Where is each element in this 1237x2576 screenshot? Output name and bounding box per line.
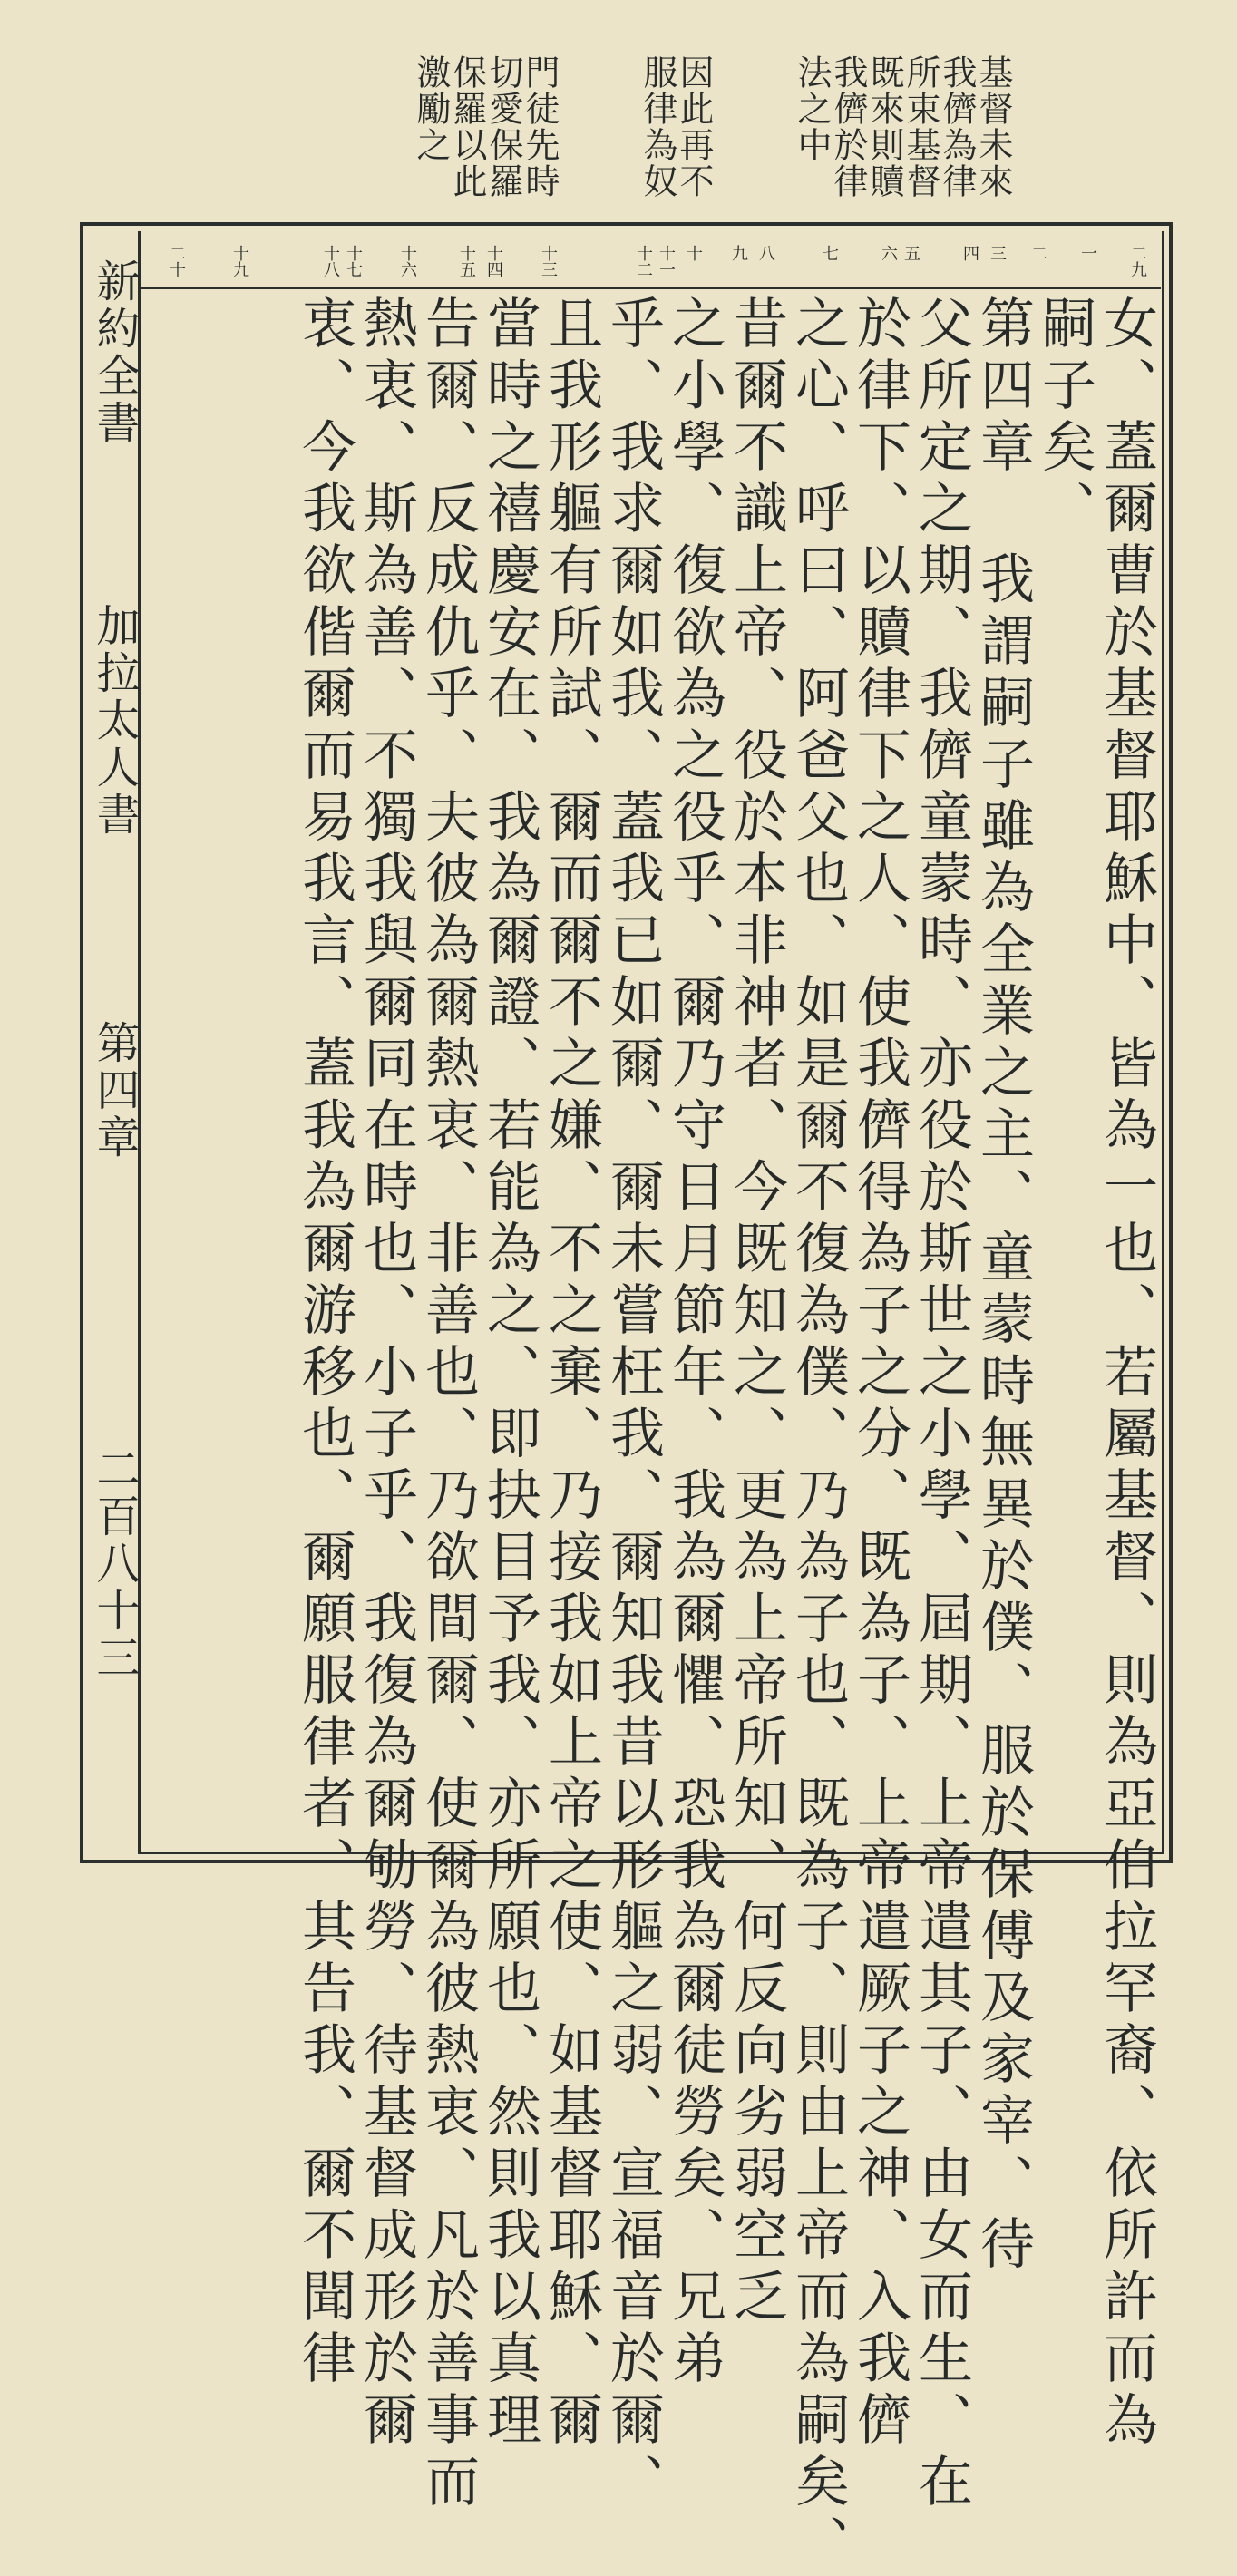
text-column: 於律下、以贖律下之人、使我儕得為子之分、既為子、上帝遣厥子之神、入我儕 (848, 295, 911, 2453)
verse-number: 一 (1078, 245, 1097, 261)
text-column: 當時之禧慶安在、我為爾證、若能為之、即抉目予我、亦所願也、然則我以真理 (478, 295, 541, 2453)
verse-number: 五 (901, 245, 920, 261)
verse-number: 十五 (457, 245, 476, 277)
verse-number: 十六 (398, 245, 417, 277)
chapter-label: 第四章 (89, 1020, 140, 1162)
text-column: 乎、我求爾如我、蓋我已如爾、爾未嘗枉我、爾知我昔以形軀之弱、宣福音於爾、 (601, 295, 665, 2514)
headnote-line: 門徒先時 (520, 54, 560, 199)
verse-number: 九 (729, 245, 748, 261)
verse-number: 六 (879, 245, 898, 261)
verse-number: 十二 (634, 245, 653, 277)
text-column: 之心、呼曰、阿爸父也、如是爾不復為僕、乃為子也、既為子、則由上帝而為嗣矣、 (786, 295, 850, 2576)
verse-number: 十三 (539, 245, 558, 277)
headnote-line: 激勵之 (411, 54, 451, 163)
text-column: 衷、今我欲偕爾而易我言、蓋我為爾游移也、爾願服律者、其告我、爾不聞律 (293, 295, 356, 2391)
verse-number-strip (141, 238, 1161, 289)
text-column: 熱衷、斯為善、不獨我與爾同在時也、小子乎、我復為爾劬勞、待基督成形於爾 (355, 295, 418, 2453)
side-header (80, 240, 138, 1859)
verse-number: 八 (756, 245, 775, 261)
verse-number: 二九 (1128, 245, 1147, 277)
book-title: 新約全書 (89, 258, 140, 447)
text-column: 女、蓋爾曹於基督耶穌中、皆為一也、若屬基督、則為亞伯拉罕裔、依所許而為 (1095, 295, 1158, 2453)
headnote-line: 基督未來 (973, 54, 1013, 199)
verse-number: 四 (960, 245, 979, 261)
headnote-line: 法之中 (792, 54, 832, 163)
headnote-line: 我儕於律 (828, 54, 868, 199)
headnote-line: 切愛保羅 (483, 54, 523, 199)
text-column: 之小學、復欲為之役乎、爾乃守日月節年、我為爾懼、恐我為爾徒勞矣、兄弟 (663, 295, 726, 2391)
text-column: 父所定之期、我儕童蒙時、亦役於斯世之小學、屆期、上帝遣其子、由女而生、在 (910, 295, 973, 2514)
text-column: 第四章 我謂嗣子雖為全業之主、童蒙時無異於僕、服於保傅及家宰、待 (971, 295, 1035, 2277)
headnote-line: 所束基督 (901, 54, 940, 199)
verse-number: 十四 (484, 245, 503, 277)
verse-number: 十八 (321, 245, 340, 277)
verse-number: 十九 (230, 245, 249, 277)
verse-number: 二十 (167, 245, 186, 277)
headnote-group-1 (792, 54, 1013, 222)
text-column: 告爾、反成仇乎、夫彼為爾熱衷、非善也、乃欲間爾、使爾為彼熱衷、凡於善事而 (416, 295, 480, 2514)
main-text (161, 295, 1158, 2576)
verse-number: 三 (988, 245, 1007, 261)
verse-number: 十七 (344, 245, 363, 277)
verse-number: 七 (820, 245, 839, 261)
headnote-line: 既來則贖 (864, 54, 904, 199)
headnote-line: 服律為奴 (638, 54, 677, 199)
verse-number: 十 (684, 245, 703, 261)
text-column: 嗣子矣、 (1033, 295, 1096, 541)
page-number: 二百八十三 (89, 1446, 140, 1682)
headnote-line: 我儕為律 (937, 54, 977, 199)
verse-number: 十一 (657, 245, 676, 277)
headnote-line: 因此再不 (674, 54, 714, 199)
text-column: 且我形軀有所試、爾而爾不之嫌、不之棄、乃接我如上帝之使、如基督耶穌、爾 (540, 295, 603, 2453)
headnote-line: 保羅以此 (447, 54, 487, 199)
text-column: 昔爾不識上帝、役於本非神者、今既知之、更為上帝所知、何反向劣弱空乏 (725, 295, 788, 2329)
verse-number: 二 (1028, 245, 1047, 261)
epistle-title: 加拉太人書 (89, 603, 140, 839)
headnote-group-2 (638, 54, 714, 222)
headnotes (411, 54, 1013, 222)
headnote-group-3 (411, 54, 560, 222)
